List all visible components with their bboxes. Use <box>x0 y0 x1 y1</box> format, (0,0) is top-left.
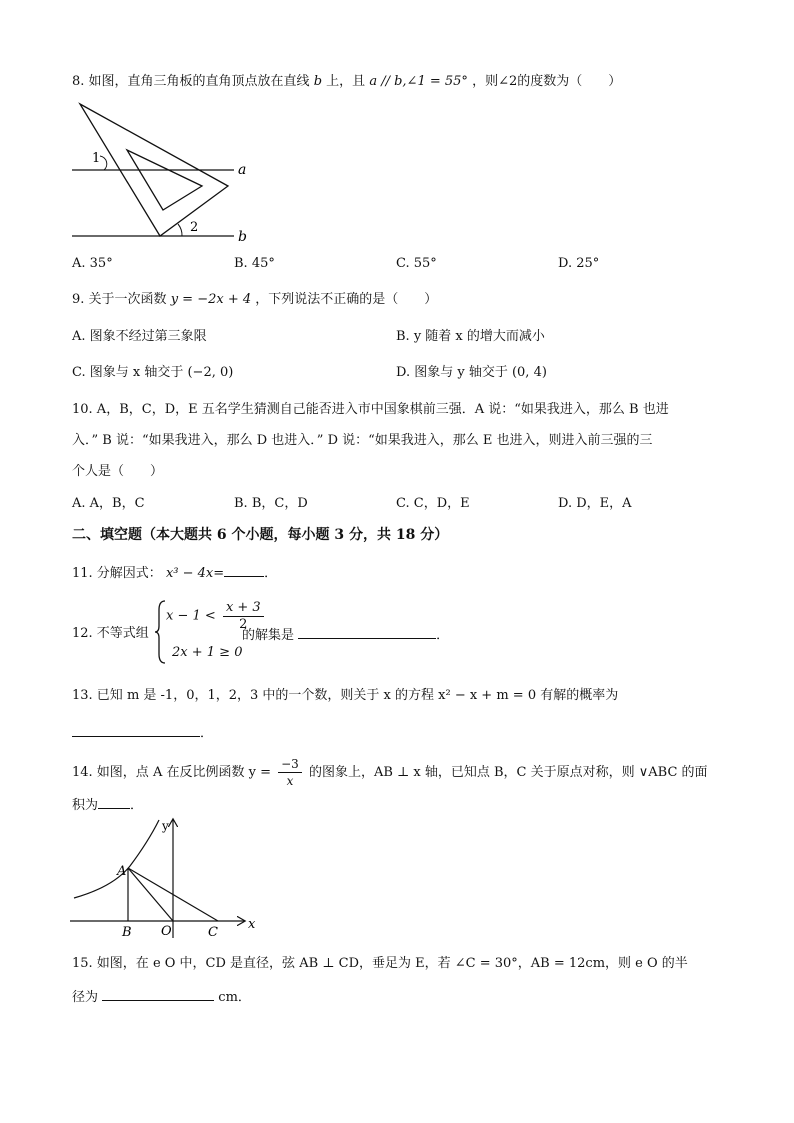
label-C: C <box>208 925 218 940</box>
q12-end: ． <box>436 628 450 643</box>
angle-1-arc <box>100 156 107 170</box>
line-b-label: b <box>238 229 247 245</box>
q14-line2-text: 积为 <box>72 798 99 813</box>
segment-AO <box>128 868 173 921</box>
q9-number: 9. <box>72 292 85 307</box>
q8-text-mid: 上，且 <box>326 74 366 89</box>
q11-answer-blank[interactable] <box>224 562 264 577</box>
q10-line-2: 入．” B 说：“如果我进入，那么 D 也进入．” D 说：“如果我进入，那么 E 也进入，则进入前三强的三 <box>72 433 653 448</box>
q9-text-post: ，下列说法不正确的是（ ） <box>255 292 438 307</box>
q14-line-2 <box>72 794 143 816</box>
q8-figure <box>70 98 260 246</box>
q11-prefix: 11. 分解因式： <box>72 566 162 581</box>
q14-figure <box>68 814 258 942</box>
q8-number: 8. <box>72 74 85 89</box>
q14-fraction-num: −3 <box>278 756 302 773</box>
q15-line2-pre: 径为 <box>72 990 99 1005</box>
q12-suffix: 的解集是 <box>242 628 295 643</box>
q8-option-b[interactable]: B. 45° <box>234 256 275 271</box>
q12-answer-blank[interactable] <box>298 624 436 639</box>
q15-line-1: 15. 如图，在 e O 中，CD 是直径，弦 AB ⊥ CD，垂足为 E，若 ∠C = 30°，AB = 12cm，则 e O 的半 <box>72 956 688 971</box>
q8-option-d[interactable]: D. 25° <box>558 256 600 271</box>
q9-option-a[interactable]: A. 图象不经过第三象限 <box>72 329 207 344</box>
q10-option-d[interactable]: D. D，E，A <box>558 496 632 511</box>
q10-option-b[interactable]: B. B，C，D <box>234 496 308 511</box>
q10-line-3: 个人是（ ） <box>72 464 164 479</box>
q13-line-1: 13. 已知 m 是 -1，0，1，2，3 中的一个数，则关于 x 的方程 x² − x + m = 0 有解的概率为 <box>72 688 619 703</box>
q9-option-b[interactable]: B. y 随着 x 的增大而减小 <box>396 329 545 344</box>
q9-option-c[interactable]: C. 图象与 x 轴交于 (−2, 0) <box>72 365 234 380</box>
q14-answer-blank[interactable] <box>98 794 130 809</box>
q12-answer-line <box>242 624 449 646</box>
q9-text-pre: 关于一次函数 <box>88 292 167 307</box>
q12-inequality-2: 2x + 1 ≥ 0 <box>172 645 243 660</box>
q15-answer-blank[interactable] <box>102 986 214 1001</box>
q14-suffix: 的图象上，AB ⊥ x 轴，已知点 B，C 关于原点对称，则 ∨ABC 的面 <box>308 765 708 780</box>
q10-option-a[interactable]: A. A，B，C <box>72 496 145 511</box>
q9-option-d[interactable]: D. 图象与 y 轴交于 (0, 4) <box>396 365 547 380</box>
line-a-label: a <box>238 162 247 178</box>
q8-text-post: ，则∠2的度数为（ ） <box>472 74 622 89</box>
q10-line-1: 10. A，B，C，D，E 五名学生猜测自己能否进入市中国象棋前三强．A 说：“如果我进入，那么 B 也进 <box>72 402 669 417</box>
q14-prefix: 14. 如图，点 A 在反比例函数 y = <box>72 765 271 780</box>
q12-fraction-num: x + 3 <box>223 600 264 617</box>
q8-stem <box>72 72 621 92</box>
q13-end: ． <box>200 726 214 741</box>
q15-unit: cm． <box>218 990 251 1005</box>
q13-line-2 <box>72 722 213 744</box>
q9-stem <box>72 290 437 310</box>
angle-2-label: 2 <box>190 220 199 235</box>
angle-1-label: 1 <box>92 151 101 166</box>
q8-text-pre: 如图，直角三角板的直角顶点放在直线 <box>88 74 310 89</box>
label-A: A <box>117 864 127 879</box>
q11-stem <box>72 562 277 584</box>
q14-end: ． <box>130 798 144 813</box>
label-y: y <box>162 819 169 833</box>
label-x: x <box>248 917 256 932</box>
hyperbola-curve <box>74 820 159 898</box>
q14-fraction-den: x <box>286 774 294 788</box>
q10-option-c[interactable]: C. C，D，E <box>396 496 470 511</box>
q9-function: y = −2x + 4 <box>170 292 252 307</box>
section-2-title: 二、填空题（本大题共 6 个小题，每小题 3 分，共 18 分） <box>72 527 449 543</box>
q11-expression: x³ − 4x= <box>165 566 225 581</box>
q12-ineq1-left: x − 1 < <box>166 608 216 624</box>
q8-condition: a // b,∠1 = 55° <box>369 74 468 89</box>
q12-prefix: 12. 不等式组 <box>72 626 149 641</box>
label-O: O <box>161 924 172 939</box>
angle-2-arc <box>178 224 182 236</box>
q8-var-b: b <box>313 74 323 89</box>
q8-option-c[interactable]: C. 55° <box>396 256 437 271</box>
q8-option-a[interactable]: A. 35° <box>72 256 113 271</box>
q11-suffix: ． <box>264 566 278 581</box>
q13-answer-blank[interactable] <box>72 722 200 737</box>
q12-fraction-den: 2 <box>239 617 248 632</box>
q14-fraction <box>278 756 302 789</box>
q14-line-1 <box>72 756 708 789</box>
label-B: B <box>122 925 132 940</box>
q15-line-2 <box>72 986 251 1008</box>
